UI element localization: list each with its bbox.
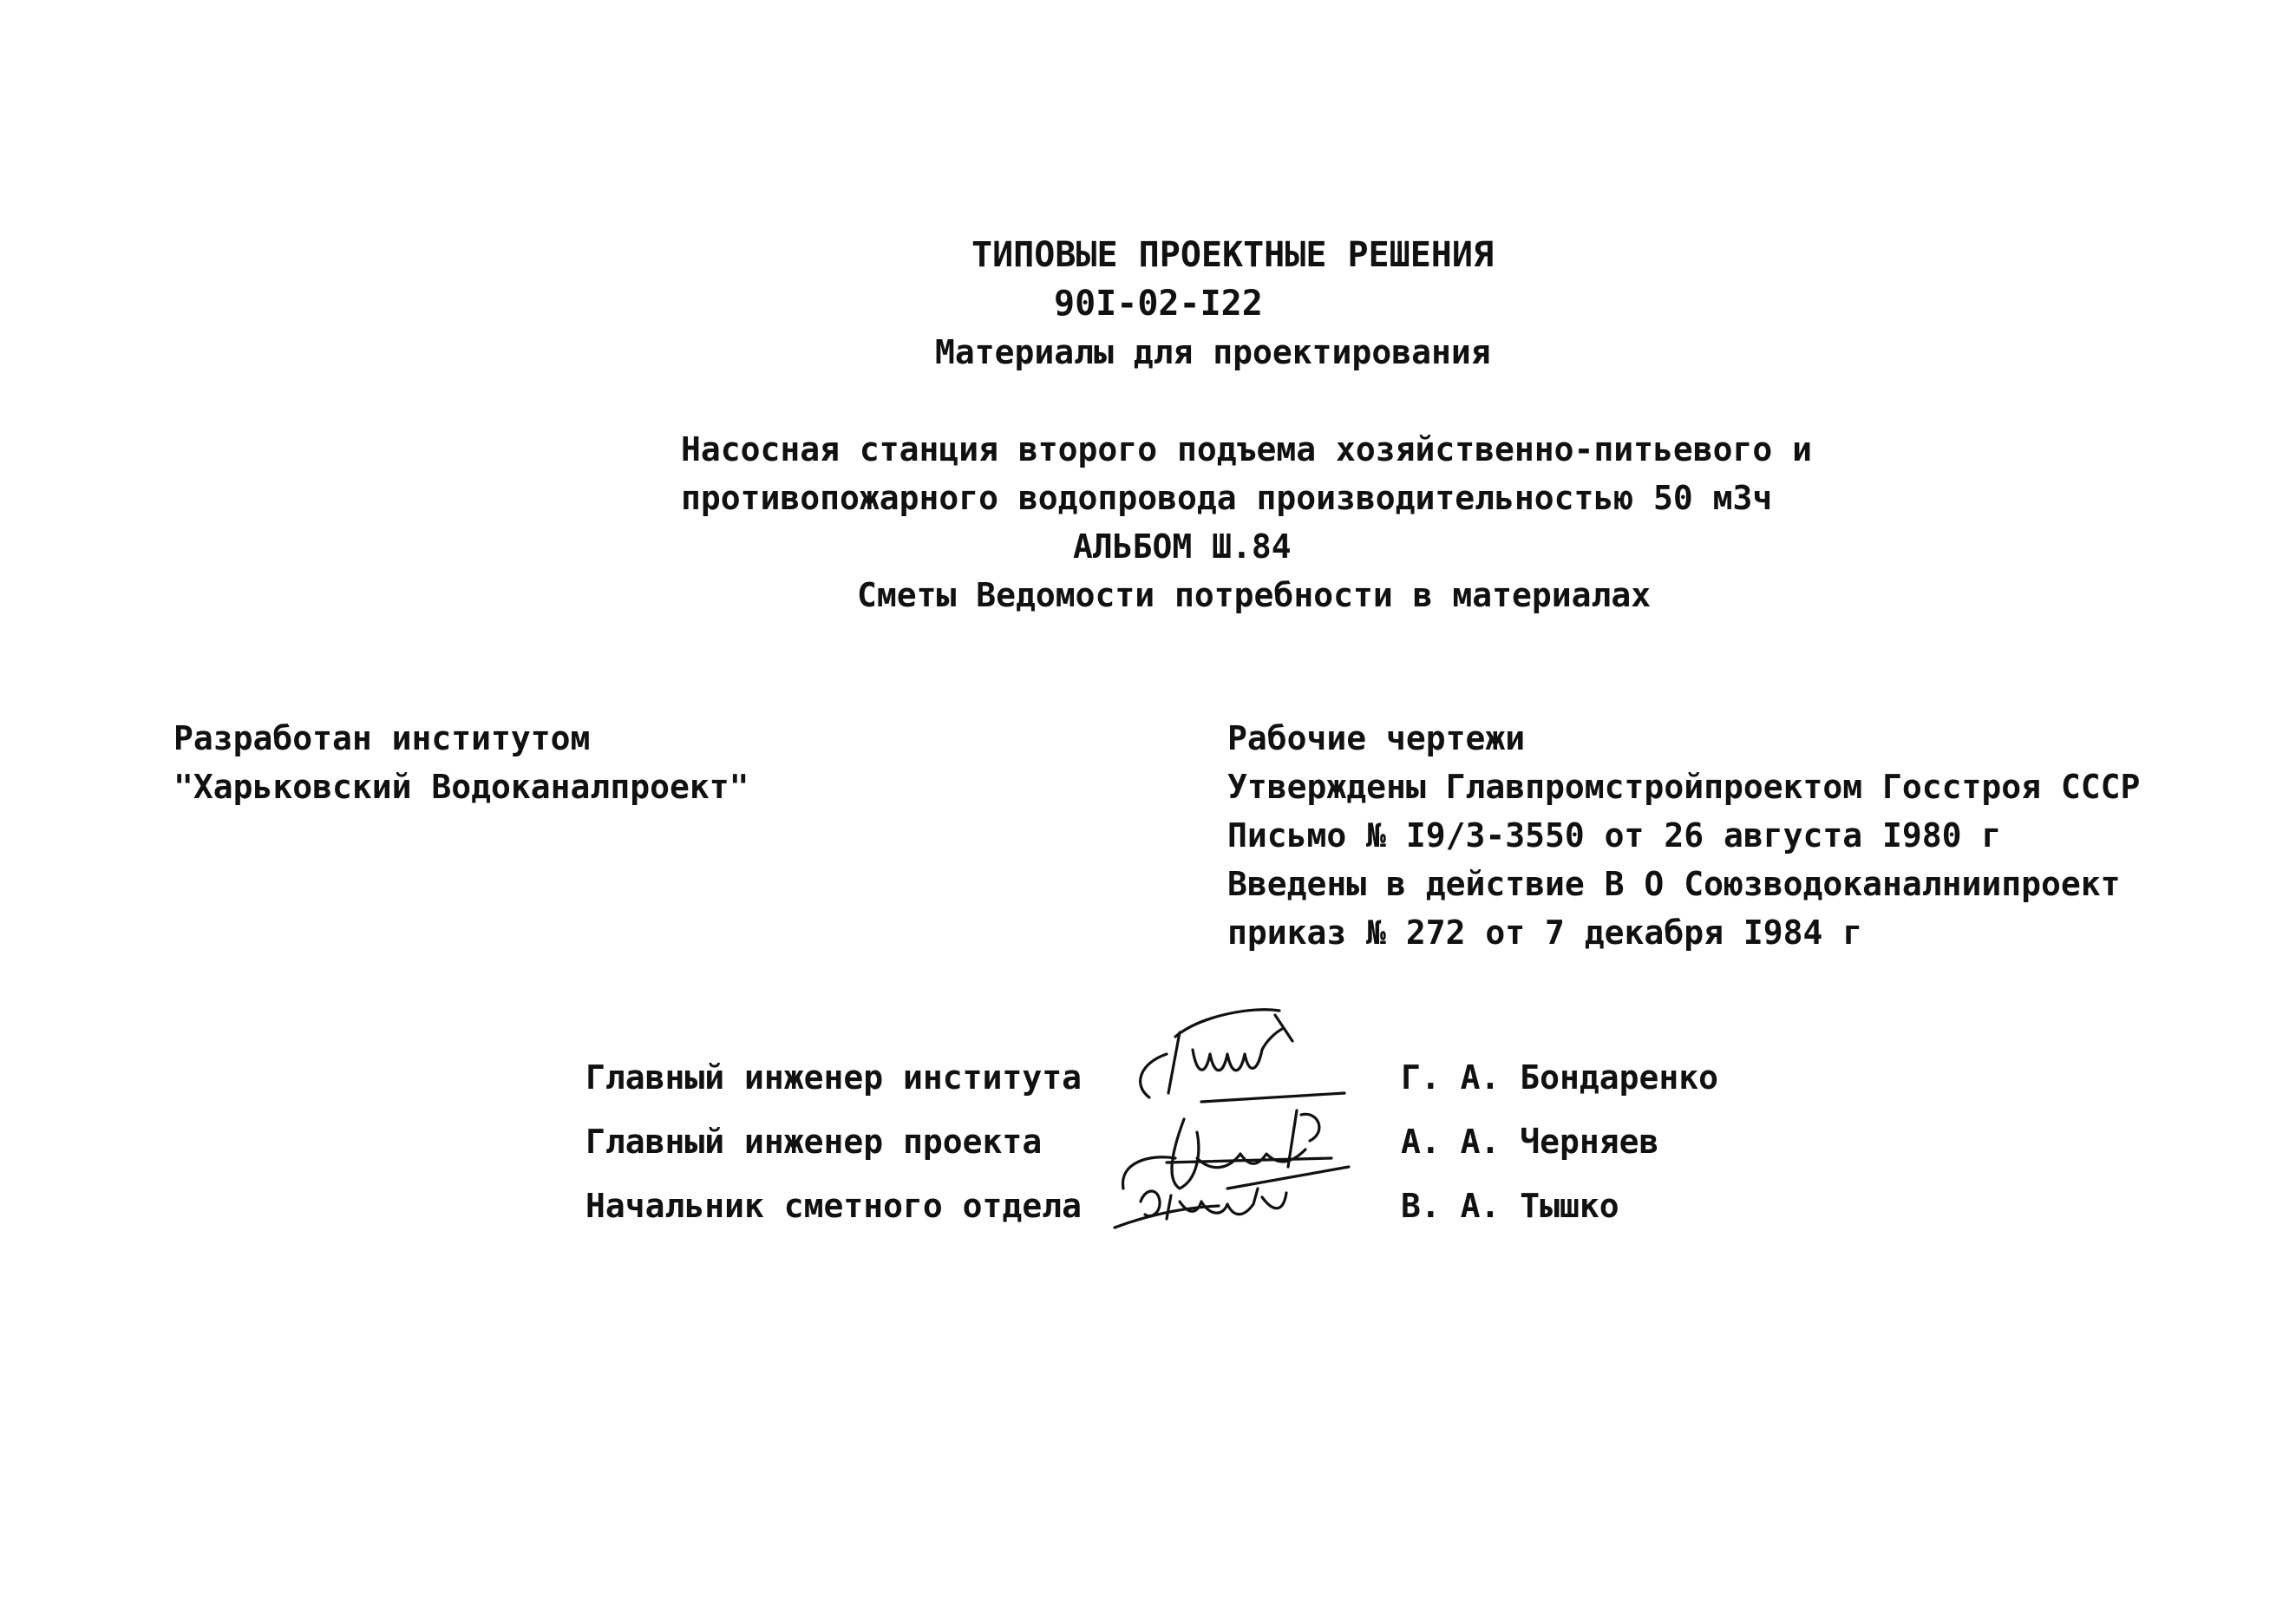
signature-1 <box>1141 1010 1292 1097</box>
handwritten-signatures <box>1097 980 1392 1241</box>
signatory-name: Г. А. Бондаренко <box>1401 1058 1719 1097</box>
approval-enacted: Введены в действие В О Союзводоканалниипроект <box>1227 865 2121 903</box>
album-content: Сметы Ведомости потребности в материалах <box>857 576 1652 614</box>
developer-label: Разработан институтом <box>173 719 591 757</box>
project-title-line2: противопожарного водопровода производительностью 50 м3ч <box>681 479 1773 517</box>
project-title-line1: Насосная станция второго подъема хозяйственно-питьевого и <box>681 430 1813 468</box>
album-number: АЛЬБОМ Ш.84 <box>1073 527 1292 566</box>
document-code: 90I-02-I22 <box>1054 284 1263 324</box>
approval-order: приказ № 272 от 7 декабря I984 г <box>1227 914 1863 952</box>
signatory-name: В. А. Тышко <box>1401 1187 1619 1225</box>
approval-letter: Письмо № I9/3-3550 от 26 августа I980 г <box>1227 816 2002 855</box>
signatory-role: Главный инженер проекта <box>585 1123 1043 1161</box>
signatory-name: А. А. Черняев <box>1401 1123 1659 1161</box>
series-title: ТИПОВЫЕ ПРОЕКТНЫЕ РЕШЕНИЯ <box>971 235 1495 275</box>
signatory-role: Начальник сметного отдела <box>585 1187 1082 1225</box>
signatory-role: Главный инженер института <box>585 1058 1082 1097</box>
signature-3 <box>1115 1167 1349 1228</box>
materials-subtitle: Материалы для проектирования <box>935 333 1491 371</box>
developer-institute: "Харьковский Водоканалпроект" <box>173 768 749 806</box>
approval-approved-by: Утверждены Главпромстройпроектом Госстроя СССР <box>1227 768 2141 806</box>
approval-drawings: Рабочие чертежи <box>1227 719 1526 757</box>
